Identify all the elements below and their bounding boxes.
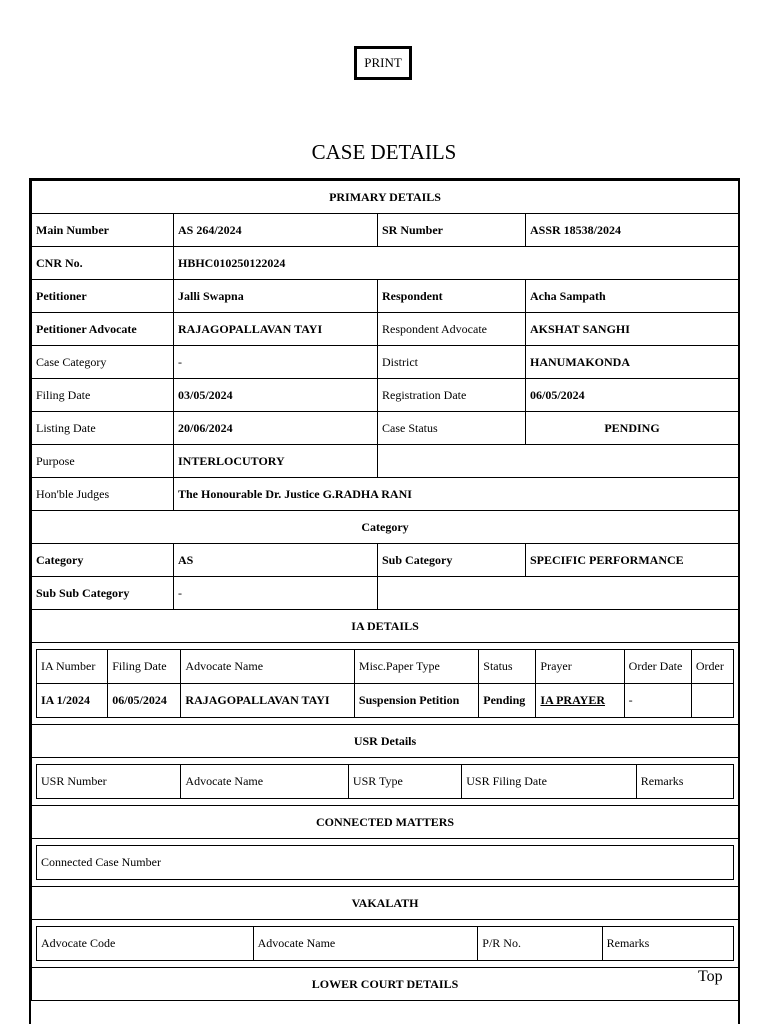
category-value: AS bbox=[174, 544, 378, 577]
registration-date-label: Registration Date bbox=[378, 379, 526, 412]
usr-col-advocate-name: Advocate Name bbox=[181, 765, 348, 799]
ia-header-row bbox=[32, 610, 739, 643]
petitioner-advocate-value: RAJAGOPALLAVAN TAYI bbox=[174, 313, 378, 346]
petitioner-label: Petitioner bbox=[32, 280, 174, 313]
vakalath-table-header bbox=[37, 927, 734, 961]
ia-col-ia-number: IA Number bbox=[37, 650, 108, 684]
registration-date-value: 06/05/2024 bbox=[526, 379, 739, 412]
case-status-value: PENDING bbox=[526, 412, 739, 445]
sub-category-value: SPECIFIC PERFORMANCE bbox=[526, 544, 739, 577]
connected-col-case-number: Connected Case Number bbox=[37, 846, 734, 880]
ia-advocate-name-cell: RAJAGOPALLAVAN TAYI bbox=[181, 684, 355, 718]
ia-order-date-cell: - bbox=[624, 684, 691, 718]
vakalath-table-row bbox=[32, 920, 739, 968]
case-details-table bbox=[29, 178, 740, 1024]
case-category-label: Case Category bbox=[32, 346, 174, 379]
cnr-value: HBHC010250122024 bbox=[174, 247, 739, 280]
usr-col-usr-type: USR Type bbox=[348, 765, 461, 799]
ia-prayer-cell bbox=[536, 684, 624, 718]
table-row bbox=[32, 346, 739, 379]
section-header-category: Category bbox=[32, 511, 739, 544]
district-label: District bbox=[378, 346, 526, 379]
vakalath-table bbox=[36, 926, 734, 961]
vakalath-col-advocate-name: Advocate Name bbox=[253, 927, 478, 961]
table-row bbox=[37, 684, 734, 718]
category-label: Category bbox=[32, 544, 174, 577]
section-header-vakalath: VAKALATH bbox=[32, 887, 739, 920]
connected-table-header bbox=[37, 846, 734, 880]
ia-misc-paper-type-cell: Suspension Petition bbox=[354, 684, 478, 718]
table-row bbox=[32, 577, 739, 610]
filing-date-value: 03/05/2024 bbox=[174, 379, 378, 412]
main-number-value: AS 264/2024 bbox=[174, 214, 378, 247]
usr-table-row bbox=[32, 758, 739, 806]
ia-table-header bbox=[37, 650, 734, 684]
section-header-connected-matters: CONNECTED MATTERS bbox=[32, 806, 739, 839]
primary-details-header-row bbox=[32, 181, 739, 214]
respondent-advocate-value: AKSHAT SANGHI bbox=[526, 313, 739, 346]
ia-number-cell: IA 1/2024 bbox=[37, 684, 108, 718]
listing-date-value: 20/06/2024 bbox=[174, 412, 378, 445]
vakalath-col-advocate-code: Advocate Code bbox=[37, 927, 254, 961]
ia-table-container bbox=[32, 643, 739, 725]
lower-court-header-row bbox=[32, 968, 739, 1001]
respondent-label: Respondent bbox=[378, 280, 526, 313]
connected-table bbox=[36, 845, 734, 880]
table-row bbox=[32, 379, 739, 412]
district-value: HANUMAKONDA bbox=[526, 346, 739, 379]
ia-col-prayer: Prayer bbox=[536, 650, 624, 684]
usr-table-container bbox=[32, 758, 739, 806]
table-row bbox=[32, 214, 739, 247]
table-row bbox=[32, 313, 739, 346]
usr-table-header bbox=[37, 765, 734, 799]
table-row bbox=[32, 412, 739, 445]
section-header-primary: PRIMARY DETAILS bbox=[32, 181, 739, 214]
ia-col-misc-paper-type: Misc.Paper Type bbox=[354, 650, 478, 684]
section-header-usr-details: USR Details bbox=[32, 725, 739, 758]
top-link[interactable]: Top bbox=[698, 968, 723, 985]
ia-col-order: Order bbox=[691, 650, 733, 684]
sr-number-value: ASSR 18538/2024 bbox=[526, 214, 739, 247]
listing-date-label: Listing Date bbox=[32, 412, 174, 445]
purpose-value: INTERLOCUTORY bbox=[174, 445, 378, 478]
sub-sub-category-label: Sub Sub Category bbox=[32, 577, 174, 610]
table-row bbox=[32, 280, 739, 313]
table-row bbox=[32, 544, 739, 577]
usr-col-usr-number: USR Number bbox=[37, 765, 181, 799]
connected-header-row bbox=[32, 806, 739, 839]
ia-status-cell: Pending bbox=[479, 684, 536, 718]
petitioner-value: Jalli Swapna bbox=[174, 280, 378, 313]
ia-table bbox=[36, 649, 734, 718]
ia-table-row bbox=[32, 643, 739, 725]
connected-table-row bbox=[32, 839, 739, 887]
ia-col-filing-date: Filing Date bbox=[108, 650, 181, 684]
purpose-label: Purpose bbox=[32, 445, 174, 478]
sub-sub-category-value: - bbox=[174, 577, 378, 610]
filing-date-label: Filing Date bbox=[32, 379, 174, 412]
case-status-label: Case Status bbox=[378, 412, 526, 445]
connected-table-container bbox=[32, 839, 739, 887]
ia-order-cell bbox=[691, 684, 733, 718]
judges-value: The Honourable Dr. Justice G.RADHA RANI bbox=[174, 478, 739, 511]
ia-col-status: Status bbox=[479, 650, 536, 684]
ia-col-advocate-name: Advocate Name bbox=[181, 650, 355, 684]
print-button[interactable]: PRINT bbox=[354, 46, 412, 80]
ia-col-order-date: Order Date bbox=[624, 650, 691, 684]
table-row bbox=[32, 445, 739, 478]
cnr-label: CNR No. bbox=[32, 247, 174, 280]
vakalath-col-remarks: Remarks bbox=[602, 927, 733, 961]
vakalath-table-container bbox=[32, 920, 739, 968]
usr-header-row bbox=[32, 725, 739, 758]
usr-col-usr-filing-date: USR Filing Date bbox=[462, 765, 637, 799]
empty-cell bbox=[378, 577, 739, 610]
category-header-row bbox=[32, 511, 739, 544]
case-category-value: - bbox=[174, 346, 378, 379]
ia-filing-date-cell: 06/05/2024 bbox=[108, 684, 181, 718]
respondent-advocate-label: Respondent Advocate bbox=[378, 313, 526, 346]
respondent-value: Acha Sampath bbox=[526, 280, 739, 313]
empty-cell bbox=[378, 445, 739, 478]
judges-label: Hon'ble Judges bbox=[32, 478, 174, 511]
section-header-ia-details: IA DETAILS bbox=[32, 610, 739, 643]
vakalath-header-row bbox=[32, 887, 739, 920]
sub-category-label: Sub Category bbox=[378, 544, 526, 577]
usr-col-remarks: Remarks bbox=[636, 765, 733, 799]
vakalath-col-pr-no: P/R No. bbox=[478, 927, 602, 961]
petitioner-advocate-label: Petitioner Advocate bbox=[32, 313, 174, 346]
sr-number-label: SR Number bbox=[378, 214, 526, 247]
table-row bbox=[32, 247, 739, 280]
main-number-label: Main Number bbox=[32, 214, 174, 247]
table-row bbox=[32, 478, 739, 511]
ia-prayer-link[interactable]: IA PRAYER bbox=[540, 693, 605, 707]
page-title: CASE DETAILS bbox=[311, 140, 457, 164]
section-header-lower-court-details: LOWER COURT DETAILS bbox=[32, 968, 739, 1001]
usr-table bbox=[36, 764, 734, 799]
